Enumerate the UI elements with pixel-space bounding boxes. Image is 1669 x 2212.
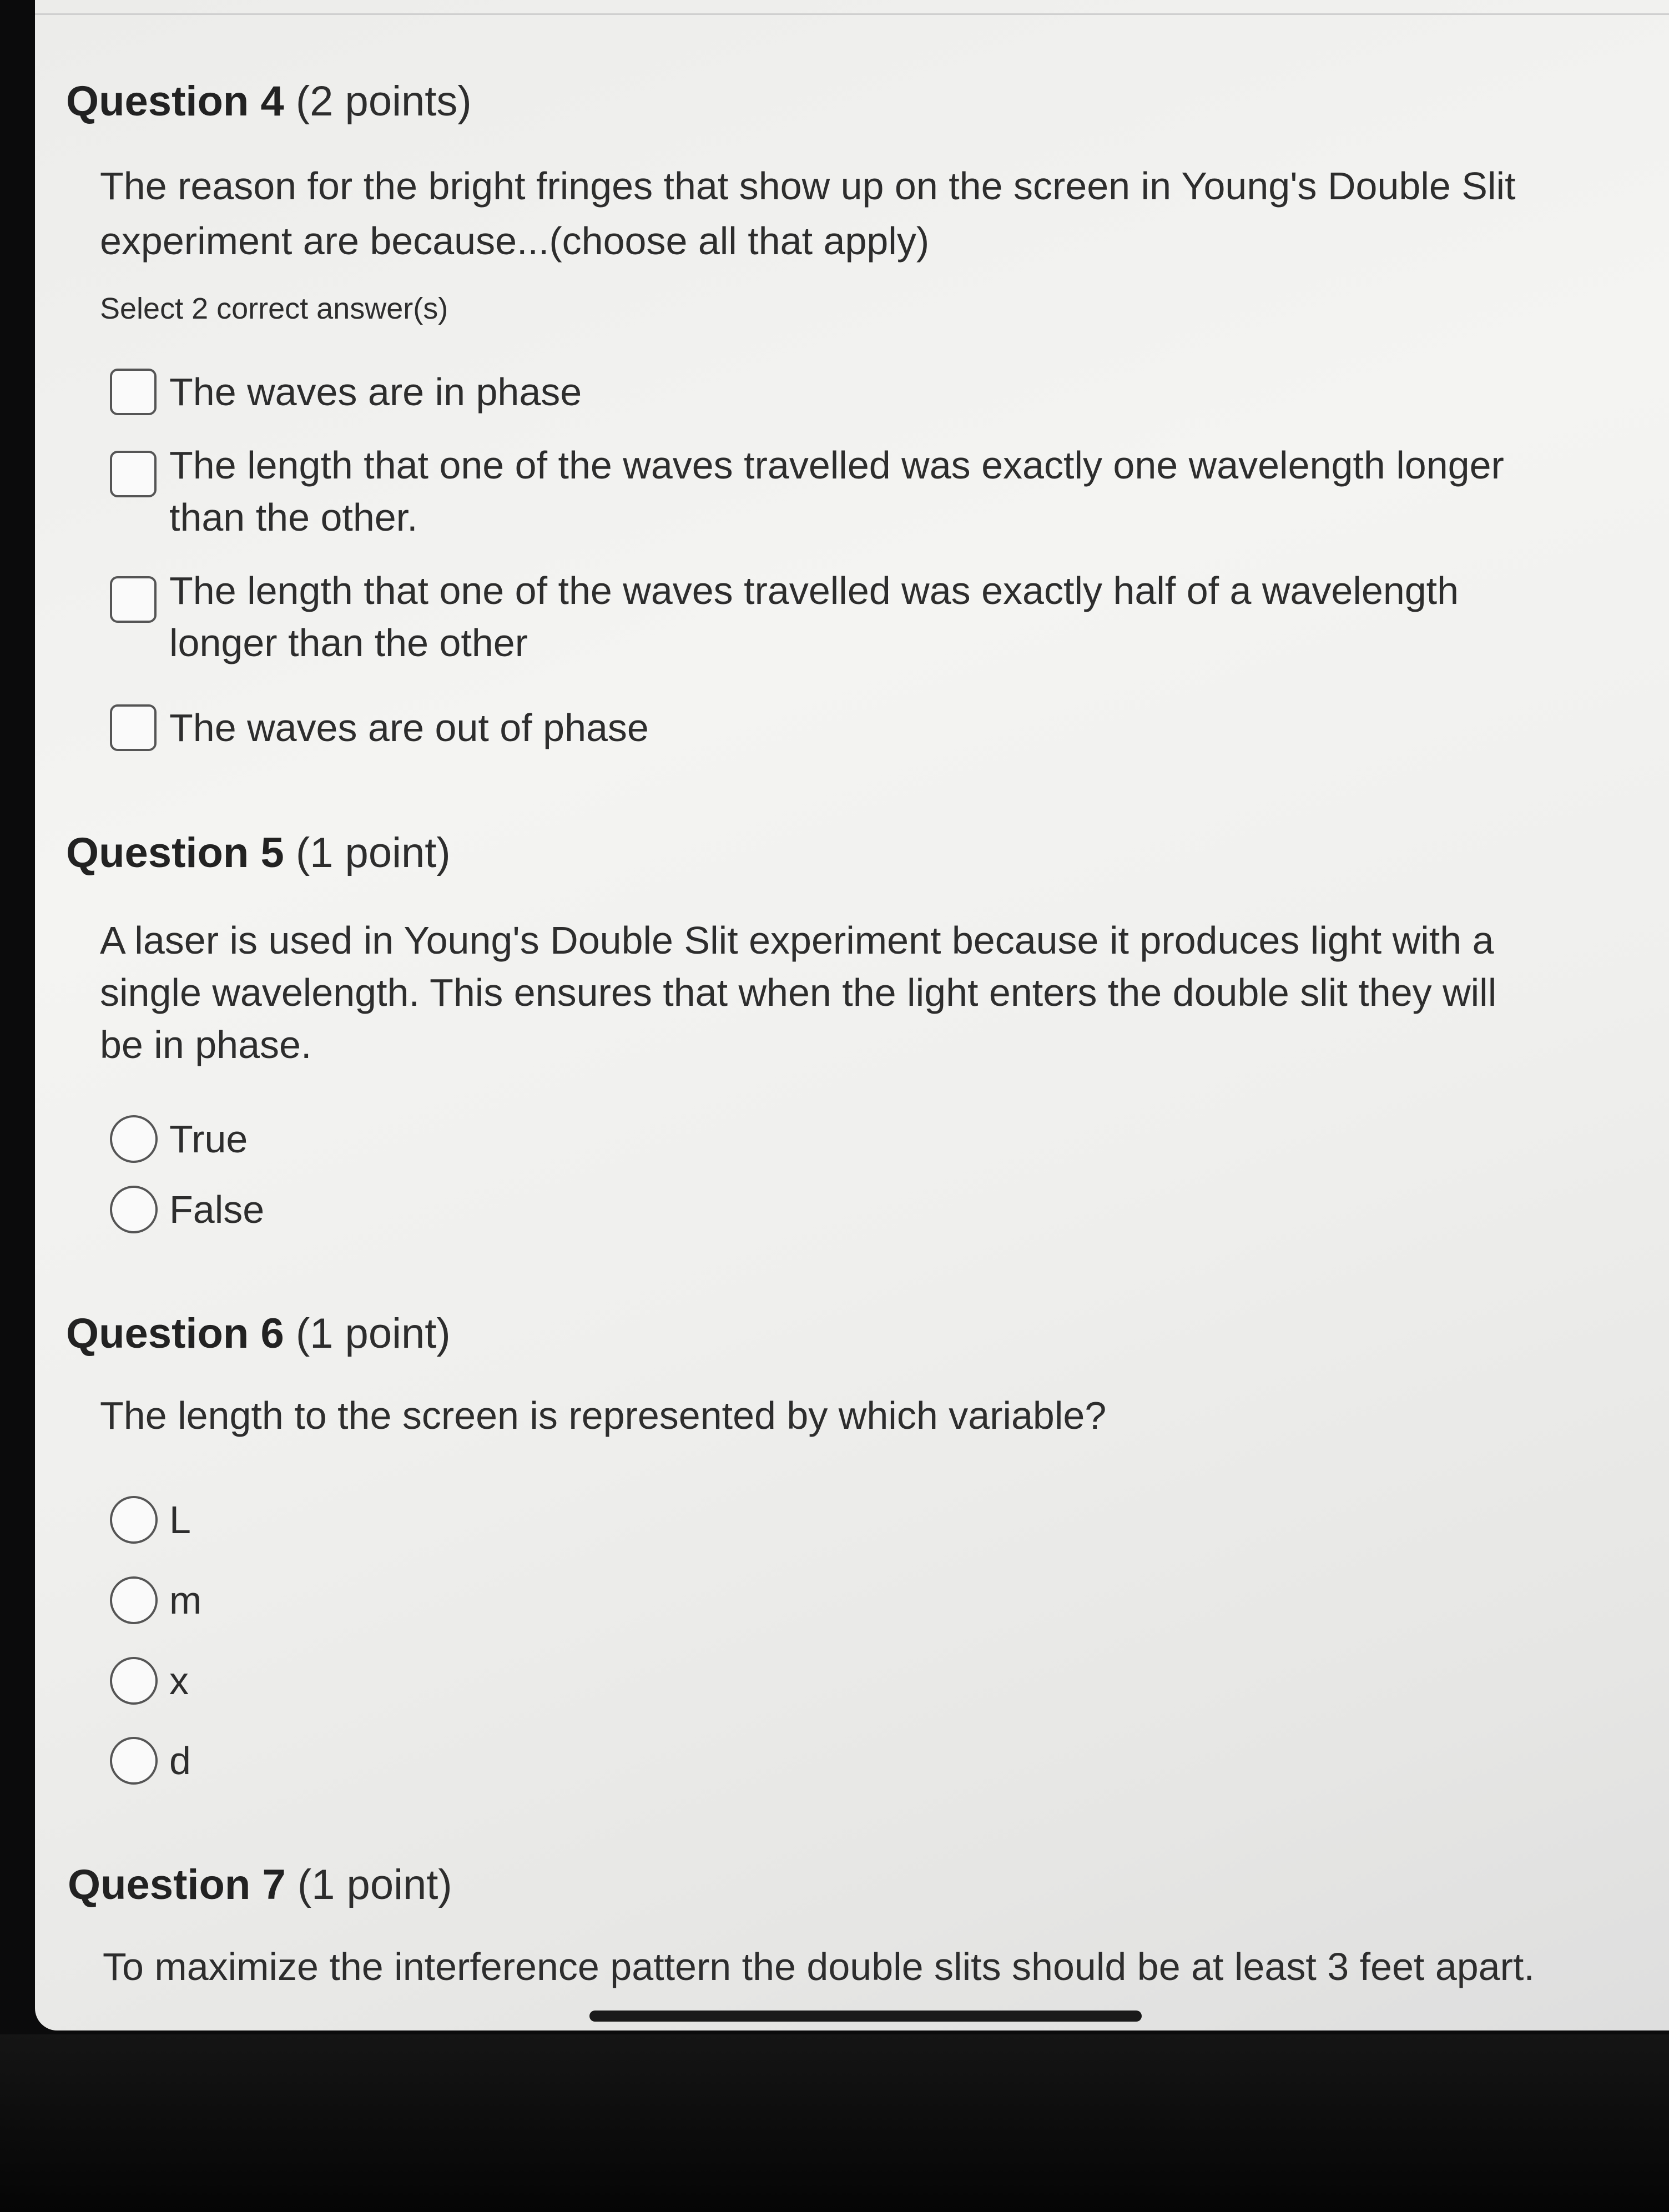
option-label[interactable]: d [169, 1739, 191, 1782]
option-label[interactable]: m [169, 1579, 202, 1622]
divider [35, 13, 1669, 15]
question-7-text: To maximize the interference pattern the double slits should be at least 3 feet apart. [103, 1945, 1535, 1988]
question-4-instruction: Select 2 correct answer(s) [100, 292, 448, 325]
option-label[interactable]: The length that one of the waves travelled was exactly one wavelength longer [169, 444, 1504, 487]
checkbox-option-4[interactable] [110, 704, 157, 751]
monitor-bezel [0, 2034, 1669, 2212]
question-4-heading: Question 4 (2 points) [66, 78, 472, 125]
option-label[interactable]: The waves are out of phase [169, 706, 649, 749]
radio-d[interactable] [110, 1737, 158, 1785]
question-6-text: The length to the screen is represented by which variable? [100, 1394, 1107, 1437]
checkbox-option-1[interactable] [110, 369, 157, 415]
radio-L[interactable] [110, 1496, 158, 1544]
question-6-heading: Question 6 (1 point) [66, 1310, 451, 1357]
option-label[interactable]: False [169, 1188, 265, 1231]
checkbox-option-3[interactable] [110, 576, 157, 623]
question-4-text-line: experiment are because...(choose all that apply) [100, 219, 930, 263]
question-7-heading: Question 7 (1 point) [68, 1861, 452, 1908]
question-4-text-line: The reason for the bright fringes that show up on the screen in Young's Double Slit [100, 164, 1516, 208]
option-label[interactable]: The waves are in phase [169, 370, 582, 414]
option-label[interactable]: than the other. [169, 496, 418, 539]
radio-true[interactable] [110, 1115, 158, 1163]
question-5-text-line: A laser is used in Young's Double Slit experiment because it produces light with a [100, 919, 1494, 962]
question-5-text-line: single wavelength. This ensures that when the light enters the double slit they will [100, 971, 1497, 1014]
radio-m[interactable] [110, 1576, 158, 1624]
horizontal-scrollbar[interactable] [589, 2011, 1142, 2022]
option-label[interactable]: x [169, 1659, 189, 1702]
question-5-text-line: be in phase. [100, 1023, 312, 1066]
option-label[interactable]: True [169, 1117, 248, 1161]
radio-x[interactable] [110, 1657, 158, 1705]
option-label[interactable]: longer than the other [169, 621, 528, 664]
radio-false[interactable] [110, 1186, 158, 1233]
question-5-heading: Question 5 (1 point) [66, 829, 451, 876]
checkbox-option-2[interactable] [110, 451, 157, 497]
option-label[interactable]: The length that one of the waves travelled was exactly half of a wavelength [169, 569, 1459, 612]
option-label[interactable]: L [169, 1498, 191, 1541]
